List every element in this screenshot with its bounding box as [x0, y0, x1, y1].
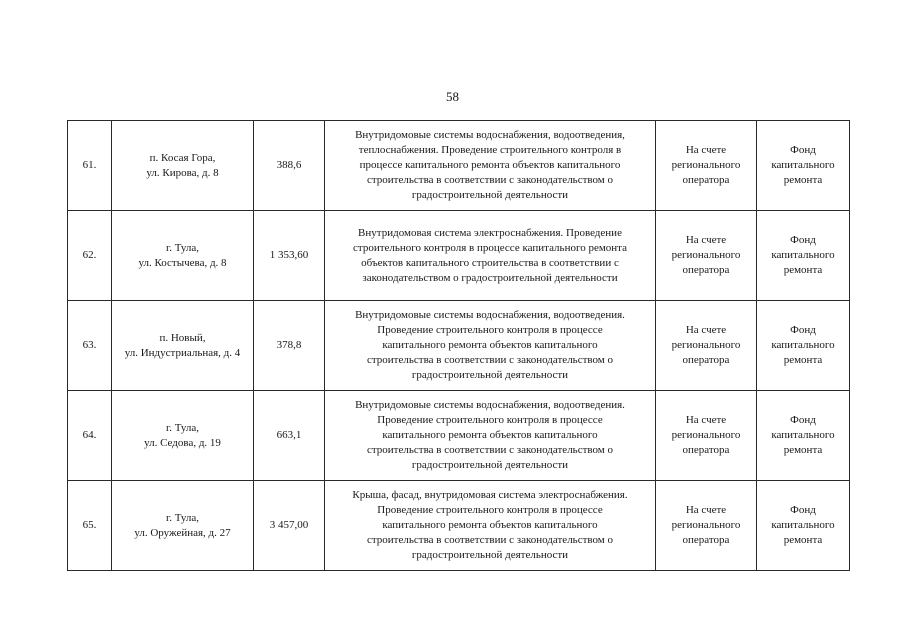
work-description-line: объектов капитального строительства в соответствии с [361, 256, 619, 269]
funding-source-line: ремонта [783, 534, 823, 546]
funding-source-line: Фонд [790, 324, 816, 336]
work-description-line: Внутридомовые системы водоснабжения, водоотведения. [355, 309, 625, 321]
fund-method-cell [656, 391, 757, 481]
work-description-line: строительного контроля в процессе капитального ремонта [353, 241, 627, 254]
fund-method-line: регионального [671, 159, 741, 171]
funding-source-line: капитального [771, 249, 835, 261]
work-description-line: строительства в соответствии с законодательством о [366, 444, 614, 456]
address-cell [112, 301, 254, 391]
fund-method-line: регионального [671, 429, 741, 441]
address-line: п. Новый, [159, 331, 206, 344]
work-description-line: капитального ремонта объектов капитального [382, 339, 598, 351]
address-line: ул. Кирова, д. 8 [146, 166, 219, 179]
funding-source-line: Фонд [790, 414, 816, 426]
fund-method-cell [656, 481, 757, 571]
address-line: г. Тула, [165, 511, 200, 524]
work-description-line: градостроительной деятельности [411, 369, 569, 381]
work-description-line: Проведение строительного контроля в процессе [377, 324, 603, 336]
work-description-line: Проведение строительного контроля в процессе [377, 414, 603, 426]
row-number: 61. [68, 121, 112, 211]
work-description-line: градостроительной деятельности [411, 459, 569, 471]
fund-method-cell [656, 301, 757, 391]
page-number: 58 [446, 89, 459, 104]
table-body [68, 121, 850, 571]
address-line: ул. Оружейная, д. 27 [134, 526, 231, 539]
work-description-line: Проведение строительного контроля в процессе [377, 504, 603, 516]
work-description-line: Крыша, фасад, внутридомовая система электроснабжения. [352, 489, 628, 501]
work-description-line: Внутридомовые системы водоснабжения, водоотведения, [355, 129, 625, 141]
work-description-cell [325, 121, 656, 211]
table-row [68, 391, 850, 481]
address-line: г. Тула, [165, 421, 200, 434]
table-row [68, 211, 850, 301]
fund-method-line: регионального [671, 519, 741, 531]
fund-method-line: На счете [685, 144, 727, 156]
address-cell [112, 481, 254, 571]
work-description-line: строительства в соответствии с законодательством о [366, 354, 614, 366]
funding-source-cell [757, 211, 850, 301]
funding-source-line: Фонд [790, 504, 816, 516]
fund-method-line: На счете [685, 414, 727, 426]
funding-source-cell [757, 301, 850, 391]
address-line: ул. Седова, д. 19 [144, 436, 221, 449]
amount-cell: 1 353,60 [254, 211, 325, 301]
fund-method-line: На счете [685, 324, 727, 336]
fund-method-cell [656, 211, 757, 301]
work-description-line: Внутридомовые системы водоснабжения, водоотведения. [355, 399, 625, 411]
table-row [68, 121, 850, 211]
fund-method-line: оператора [682, 174, 730, 186]
address-cell [112, 121, 254, 211]
address-line: ул. Костычева, д. 8 [138, 256, 227, 269]
fund-method-line: оператора [682, 444, 730, 456]
row-number: 62. [68, 211, 112, 301]
address-line: ул. Индустриальная, д. 4 [124, 346, 241, 359]
address-line: г. Тула, [165, 241, 200, 254]
funding-source-line: капитального [771, 159, 835, 171]
funding-source-line: капитального [771, 519, 835, 531]
address-cell [112, 211, 254, 301]
funding-source-line: Фонд [790, 144, 816, 156]
funding-source-line: ремонта [783, 264, 823, 276]
work-description-line: теплоснабжения. Проведение строительного контроля в [358, 144, 622, 156]
row-number: 63. [68, 301, 112, 391]
fund-method-line: оператора [682, 354, 730, 366]
funding-source-line: Фонд [790, 234, 816, 246]
amount-cell: 663,1 [254, 391, 325, 481]
funding-source-line: ремонта [783, 354, 823, 366]
work-description-line: строительства в соответствии с законодательством о [366, 534, 614, 546]
amount-cell: 378,8 [254, 301, 325, 391]
funding-source-cell [757, 391, 850, 481]
work-description-line: процессе капитального ремонта объектов капитального [359, 159, 621, 171]
amount-cell: 388,6 [254, 121, 325, 211]
fund-method-line: регионального [671, 339, 741, 351]
work-description-line: Внутридомовая система электроснабжения. Проведение [358, 226, 622, 239]
fund-method-cell [656, 121, 757, 211]
fund-method-line: На счете [685, 504, 727, 516]
funding-source-line: капитального [771, 339, 835, 351]
table-row [68, 301, 850, 391]
work-description-line: капитального ремонта объектов капитального [382, 429, 598, 441]
fund-method-line: оператора [682, 534, 730, 546]
funding-source-line: ремонта [783, 444, 823, 456]
address-cell [112, 391, 254, 481]
work-description-line: строительства в соответствии с законодательством о [366, 174, 614, 186]
row-number: 64. [68, 391, 112, 481]
work-description-line: законодательством о градостроительной деятельности [362, 271, 618, 284]
amount-cell: 3 457,00 [254, 481, 325, 571]
fund-method-line: На счете [685, 234, 727, 246]
funding-source-cell [757, 121, 850, 211]
funding-source-cell [757, 481, 850, 571]
fund-method-line: оператора [682, 264, 730, 276]
work-description-cell [325, 211, 656, 301]
funding-source-line: ремонта [783, 174, 823, 186]
row-number: 65. [68, 481, 112, 571]
table-row [68, 481, 850, 571]
work-description-cell [325, 391, 656, 481]
work-description-cell [325, 301, 656, 391]
work-description-cell [325, 481, 656, 571]
work-description-line: градостроительной деятельности [411, 189, 569, 201]
work-description-line: градостроительной деятельности [411, 549, 569, 561]
funding-source-line: капитального [771, 429, 835, 441]
address-line: п. Косая Гора, [149, 151, 216, 164]
fund-method-line: регионального [671, 249, 741, 261]
works-table [67, 120, 850, 571]
work-description-line: капитального ремонта объектов капитального [382, 519, 598, 531]
